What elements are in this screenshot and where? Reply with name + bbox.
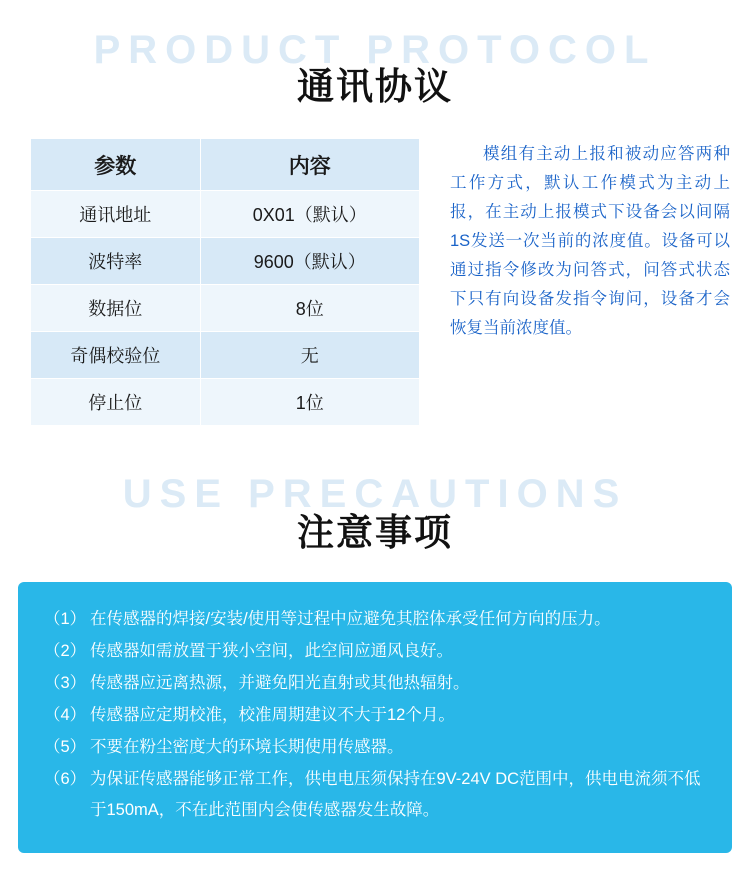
table-row bbox=[31, 238, 420, 285]
table-cell-content: 1位 bbox=[200, 379, 419, 426]
table-row bbox=[31, 285, 420, 332]
table-cell-parameter: 通讯地址 bbox=[31, 191, 201, 238]
list-item-index: （2） bbox=[44, 642, 87, 660]
table-cell-parameter: 波特率 bbox=[31, 238, 201, 285]
table-row bbox=[31, 379, 420, 426]
precautions-section bbox=[0, 470, 750, 871]
table-row bbox=[31, 191, 420, 238]
protocol-table bbox=[30, 138, 420, 426]
protocol-heading: 通讯协议 bbox=[297, 66, 453, 107]
list-item-text: 传感器应远离热源，并避免阳光直射或其他热辐射。 bbox=[90, 674, 470, 692]
table-cell-content: 9600（默认） bbox=[200, 238, 419, 285]
list-item bbox=[44, 764, 706, 826]
table-cell-parameter: 奇偶校验位 bbox=[31, 332, 201, 379]
list-item bbox=[44, 700, 706, 731]
list-item-text: 不要在粉尘密度大的环境长期使用传感器。 bbox=[90, 738, 404, 756]
list-item-text: 传感器应定期校准，校准周期建议不大于12个月。 bbox=[90, 706, 455, 724]
list-item bbox=[44, 668, 706, 699]
precautions-list bbox=[18, 582, 732, 853]
list-item-index: （6） bbox=[44, 770, 87, 788]
list-item bbox=[44, 732, 706, 763]
table-row bbox=[31, 332, 420, 379]
table-cell-parameter: 停止位 bbox=[31, 379, 201, 426]
table-cell-content: 无 bbox=[200, 332, 419, 379]
precautions-watermark-title: USE PRECAUTIONS bbox=[122, 472, 628, 516]
table-cell-parameter: 数据位 bbox=[31, 285, 201, 332]
precautions-heading: 注意事项 bbox=[297, 512, 453, 553]
table-header-row bbox=[31, 139, 420, 191]
table-header-parameter: 参数 bbox=[31, 139, 201, 191]
list-item-index: （1） bbox=[44, 610, 87, 628]
list-item-index: （4） bbox=[44, 706, 87, 724]
protocol-description: 模组有主动上报和被动应答两种工作方式，默认工作模式为主动上报，在主动上报模式下设备会以间隔1S发送一次当前的浓度值。设备可以通过指令修改为问答式，问答式状态下只有向设备发指令询问，设备才会恢复当前浓度值。 bbox=[450, 145, 730, 337]
list-item-text: 传感器如需放置于狭小空间，此空间应通风良好。 bbox=[90, 642, 453, 660]
table-cell-content: 8位 bbox=[200, 285, 419, 332]
table-cell-content: 0X01（默认） bbox=[200, 191, 419, 238]
table-header-content: 内容 bbox=[200, 139, 419, 191]
list-item-text: 在传感器的焊接/安装/使用等过程中应避免其腔体承受任何方向的压力。 bbox=[90, 610, 611, 628]
list-item-index: （3） bbox=[44, 674, 87, 692]
list-item-index: （5） bbox=[44, 738, 87, 756]
protocol-watermark-title: PRODUCT PROTOCOL bbox=[93, 28, 657, 72]
list-item bbox=[44, 604, 706, 635]
list-item-text: 为保证传感器能够正常工作，供电电压须保持在9V-24V DC范围中，供电电流须不低于150mA，不在此范围内会使传感器发生故障。 bbox=[90, 770, 701, 819]
list-item bbox=[44, 636, 706, 667]
